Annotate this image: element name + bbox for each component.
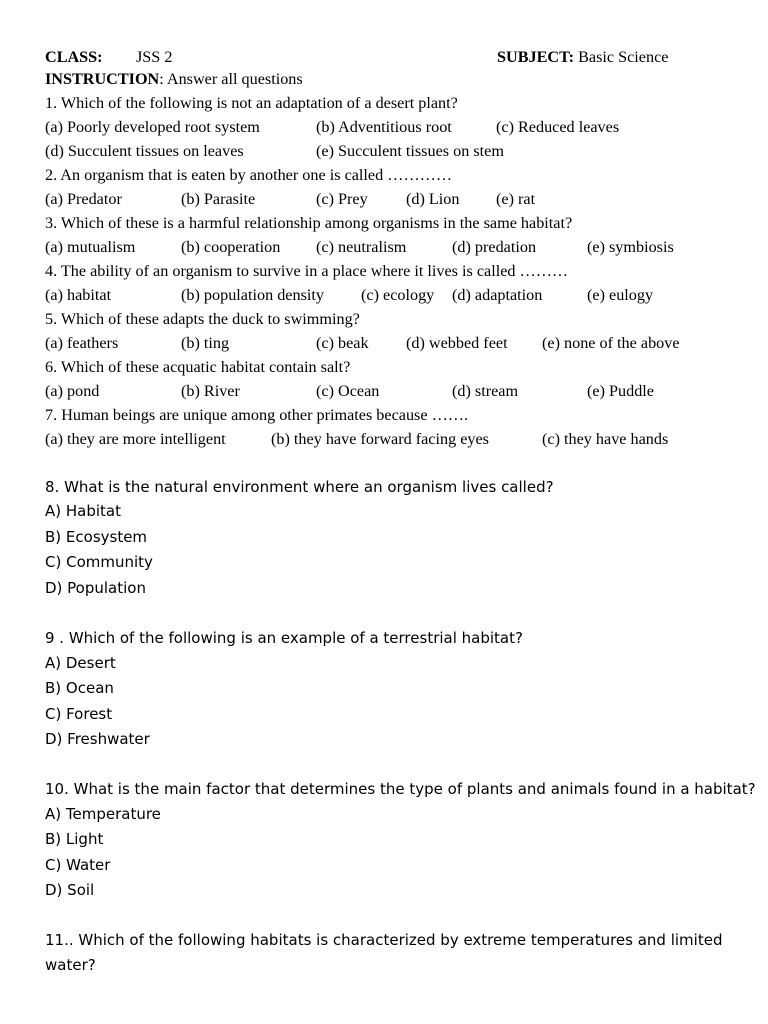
question-7-text: 7. Human beings are unique among other primates because ……. — [45, 406, 469, 424]
question-11-text-line-2: water? — [45, 956, 96, 974]
instruction-label: INSTRUCTION — [45, 70, 160, 88]
option: (d) stream — [452, 382, 519, 400]
question-1-text: 1. Which of the following is not an adaptation of a desert plant? — [45, 94, 458, 112]
option: A) Desert — [45, 654, 116, 672]
option: B) Ocean — [45, 679, 114, 697]
option: (b) cooperation — [181, 238, 281, 256]
question-6-text: 6. Which of these acquatic habitat contain salt? — [45, 358, 351, 376]
question-3-text: 3. Which of these is a harmful relationship among organisms in the same habitat? — [45, 214, 573, 232]
option: (e) Puddle — [587, 382, 654, 400]
option: (e) rat — [496, 190, 536, 208]
option: (c) ecology — [361, 286, 435, 304]
option: B) Light — [45, 830, 104, 848]
option: (d) predation — [452, 238, 537, 256]
option: C) Water — [45, 856, 111, 874]
option: (d) Lion — [406, 190, 460, 208]
option: D) Soil — [45, 881, 95, 899]
option: D) Population — [45, 579, 146, 597]
option: (e) Succulent tissues on stem — [316, 142, 504, 160]
option: (e) symbiosis — [587, 238, 674, 256]
question-8-text: 8. What is the natural environment where an organism lives called? — [45, 478, 554, 496]
option: (b) population density — [181, 286, 324, 304]
subject-block — [497, 46, 668, 68]
option: (d) webbed feet — [406, 334, 508, 352]
option: (d) Succulent tissues on leaves — [45, 142, 244, 160]
option: D) Freshwater — [45, 730, 150, 748]
option: (d) adaptation — [452, 286, 543, 304]
instruction-row — [45, 68, 303, 90]
subject-label: SUBJECT: — [497, 48, 575, 66]
option: A) Habitat — [45, 502, 121, 520]
option: (a) habitat — [45, 286, 112, 304]
option: B) Ecosystem — [45, 528, 148, 546]
option: (e) eulogy — [587, 286, 654, 304]
option: (b) Adventitious root — [316, 118, 452, 136]
instruction-value: : Answer all questions — [159, 70, 303, 88]
option: C) Forest — [45, 705, 113, 723]
option: (c) beak — [316, 334, 369, 352]
option: (a) they are more intelligent — [45, 430, 226, 448]
option: A) Temperature — [45, 805, 161, 823]
question-10-text: 10. What is the main factor that determines the type of plants and animals found in a habitat? — [45, 780, 756, 798]
question-9-text: 9 . Which of the following is an example of a terrestrial habitat? — [45, 629, 523, 647]
option: (a) Poorly developed root system — [45, 118, 260, 136]
option: (a) Predator — [45, 190, 122, 208]
question-2-text: 2. An organism that is eaten by another one is called ………… — [45, 166, 453, 184]
question-4-text: 4. The ability of an organism to survive in a place where it lives is called ……… — [45, 262, 569, 280]
option: (c) they have hands — [542, 430, 669, 448]
option: (b) Parasite — [181, 190, 256, 208]
option: (e) none of the above — [542, 334, 680, 352]
option: (b) River — [181, 382, 240, 400]
subject-value: Basic Science — [578, 48, 669, 66]
option: (b) ting — [181, 334, 230, 352]
option: (c) Reduced leaves — [496, 118, 620, 136]
option: (c) Ocean — [316, 382, 380, 400]
option: (c) neutralism — [316, 238, 407, 256]
option: (a) feathers — [45, 334, 119, 352]
option: (c) Prey — [316, 190, 368, 208]
header-class-row — [45, 46, 669, 68]
class-value: JSS 2 — [136, 48, 173, 66]
option: (b) they have forward facing eyes — [271, 430, 489, 448]
question-11-text-line-1: 11.. Which of the following habitats is characterized by extreme temperatures and limited — [45, 931, 723, 949]
option: (a) pond — [45, 382, 100, 400]
option: C) Community — [45, 553, 153, 571]
class-label: CLASS: — [45, 48, 103, 66]
option: (a) mutualism — [45, 238, 136, 256]
question-5-text: 5. Which of these adapts the duck to swimming? — [45, 310, 360, 328]
